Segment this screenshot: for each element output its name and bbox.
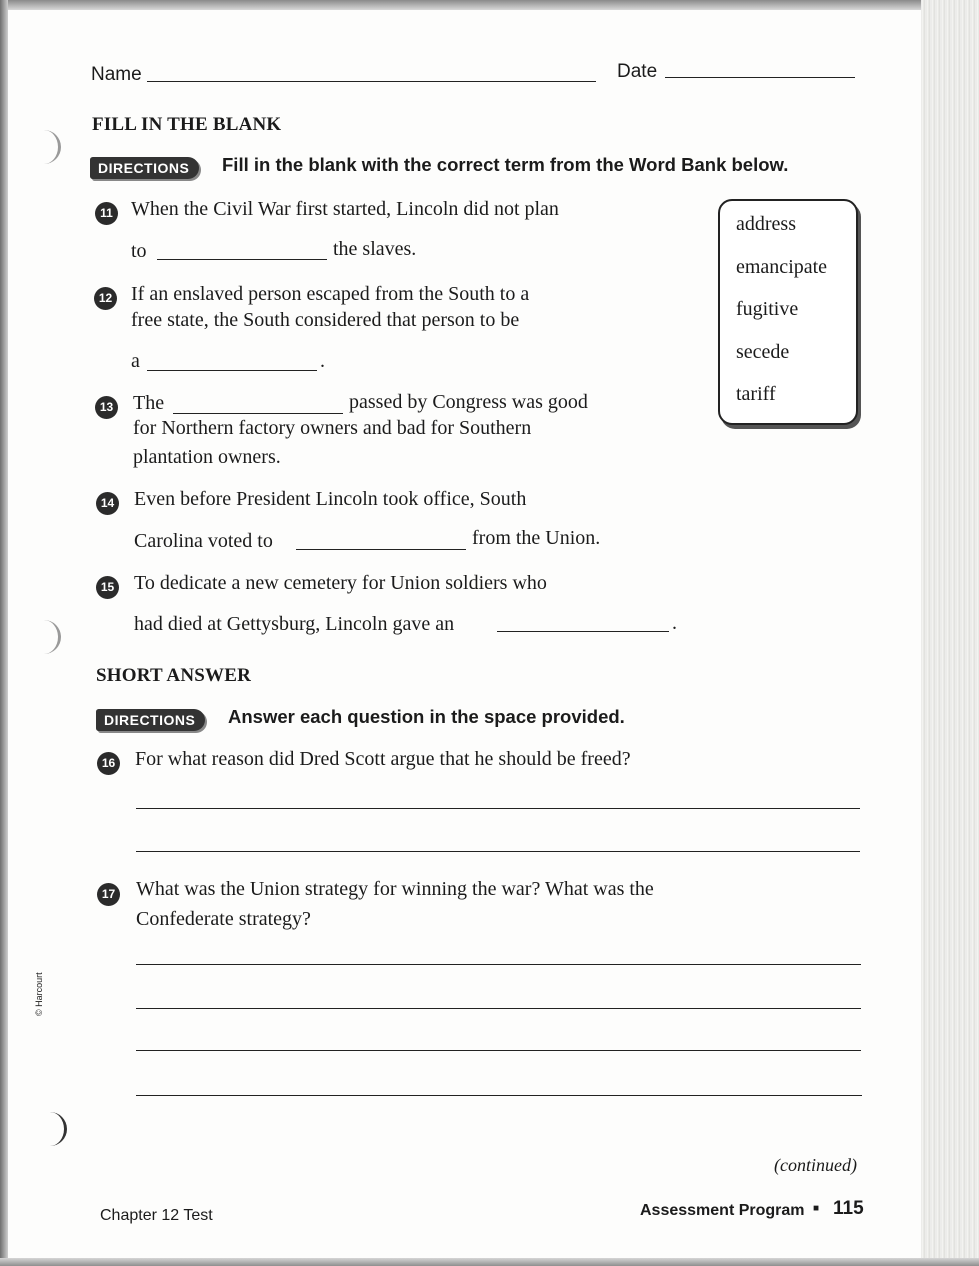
chapter-label: Chapter 12 Test bbox=[100, 1207, 213, 1224]
directions-text: Answer each question in the space provided. bbox=[228, 706, 625, 727]
answer-line[interactable] bbox=[136, 1050, 861, 1051]
question-text: When the Civil War first started, Lincoln did not plan bbox=[131, 198, 559, 220]
answer-line[interactable] bbox=[136, 808, 860, 809]
question-text: Confederate strategy? bbox=[136, 908, 311, 930]
question-text: Even before President Lincoln took office, South bbox=[134, 488, 527, 510]
page-number: 115 bbox=[833, 1198, 864, 1219]
directions-badge: DIRECTIONS bbox=[96, 709, 205, 731]
name-label: Name bbox=[91, 64, 142, 85]
question-text: for Northern factory owners and bad for Southern bbox=[133, 417, 532, 439]
answer-line[interactable] bbox=[136, 851, 860, 852]
question-text: a bbox=[131, 350, 140, 372]
question-text: What was the Union strategy for winning the war? What was the bbox=[136, 878, 654, 900]
answer-blank[interactable] bbox=[147, 370, 317, 371]
question-text: To dedicate a new cemetery for Union soldiers who bbox=[134, 572, 547, 594]
question-number-badge: 16 bbox=[97, 752, 120, 775]
page-edge-bottom bbox=[0, 1258, 979, 1266]
question-text: to bbox=[131, 240, 147, 262]
answer-blank[interactable] bbox=[497, 631, 669, 632]
copyright-notice: © Harcourt bbox=[34, 972, 44, 1016]
word-bank-item: fugitive bbox=[736, 298, 799, 320]
binder-hole-icon bbox=[44, 130, 61, 164]
page-edge-left bbox=[0, 0, 8, 1266]
binder-hole-icon bbox=[44, 620, 61, 654]
answer-blank[interactable] bbox=[296, 549, 466, 550]
answer-blank[interactable] bbox=[173, 413, 343, 414]
short-answer-heading: SHORT ANSWER bbox=[96, 665, 252, 686]
word-bank-item: emancipate bbox=[736, 256, 828, 278]
question-number-badge: 17 bbox=[97, 883, 120, 906]
question-number-badge: 14 bbox=[96, 492, 119, 515]
question-text: passed by Congress was good bbox=[349, 391, 588, 413]
date-label: Date bbox=[617, 61, 658, 82]
directions-badge: DIRECTIONS bbox=[90, 157, 199, 179]
answer-line[interactable] bbox=[136, 1008, 861, 1009]
name-field[interactable] bbox=[147, 81, 596, 82]
question-text: For what reason did Dred Scott argue that he should be freed? bbox=[135, 748, 631, 770]
word-bank bbox=[718, 199, 858, 425]
page-edge-top bbox=[0, 0, 979, 10]
word-bank-item: secede bbox=[736, 341, 790, 363]
directions-text: Fill in the blank with the correct term from the Word Bank below. bbox=[222, 154, 789, 175]
continued-note: (continued) bbox=[774, 1155, 857, 1175]
answer-line[interactable] bbox=[136, 964, 861, 965]
question-number-badge: 11 bbox=[95, 202, 118, 225]
answer-blank[interactable] bbox=[157, 259, 327, 260]
question-text: free state, the South considered that person to be bbox=[131, 309, 520, 331]
answer-line[interactable] bbox=[136, 1095, 862, 1096]
question-number-badge: 15 bbox=[96, 576, 119, 599]
page-edge-stack bbox=[921, 0, 979, 1266]
word-bank-item: tariff bbox=[736, 383, 776, 405]
question-text: If an enslaved person escaped from the South to a bbox=[131, 283, 530, 305]
binder-hole-icon bbox=[50, 1112, 67, 1146]
question-text: had died at Gettysburg, Lincoln gave an bbox=[134, 613, 455, 635]
question-text: Carolina voted to bbox=[134, 530, 273, 552]
question-text: The bbox=[133, 392, 165, 414]
question-number-badge: 12 bbox=[94, 287, 117, 310]
question-text: . bbox=[672, 612, 677, 634]
word-bank-item: address bbox=[736, 213, 796, 235]
date-field[interactable] bbox=[665, 77, 855, 78]
question-text: . bbox=[320, 350, 325, 372]
fill-in-heading: FILL IN THE BLANK bbox=[92, 114, 282, 135]
question-text: the slaves. bbox=[333, 238, 417, 260]
footer-bullet-icon: ■ bbox=[813, 1203, 820, 1214]
program-label: Assessment Program bbox=[640, 1202, 805, 1219]
question-text: from the Union. bbox=[472, 527, 601, 549]
question-number-badge: 13 bbox=[95, 396, 118, 419]
question-text: plantation owners. bbox=[133, 446, 281, 468]
